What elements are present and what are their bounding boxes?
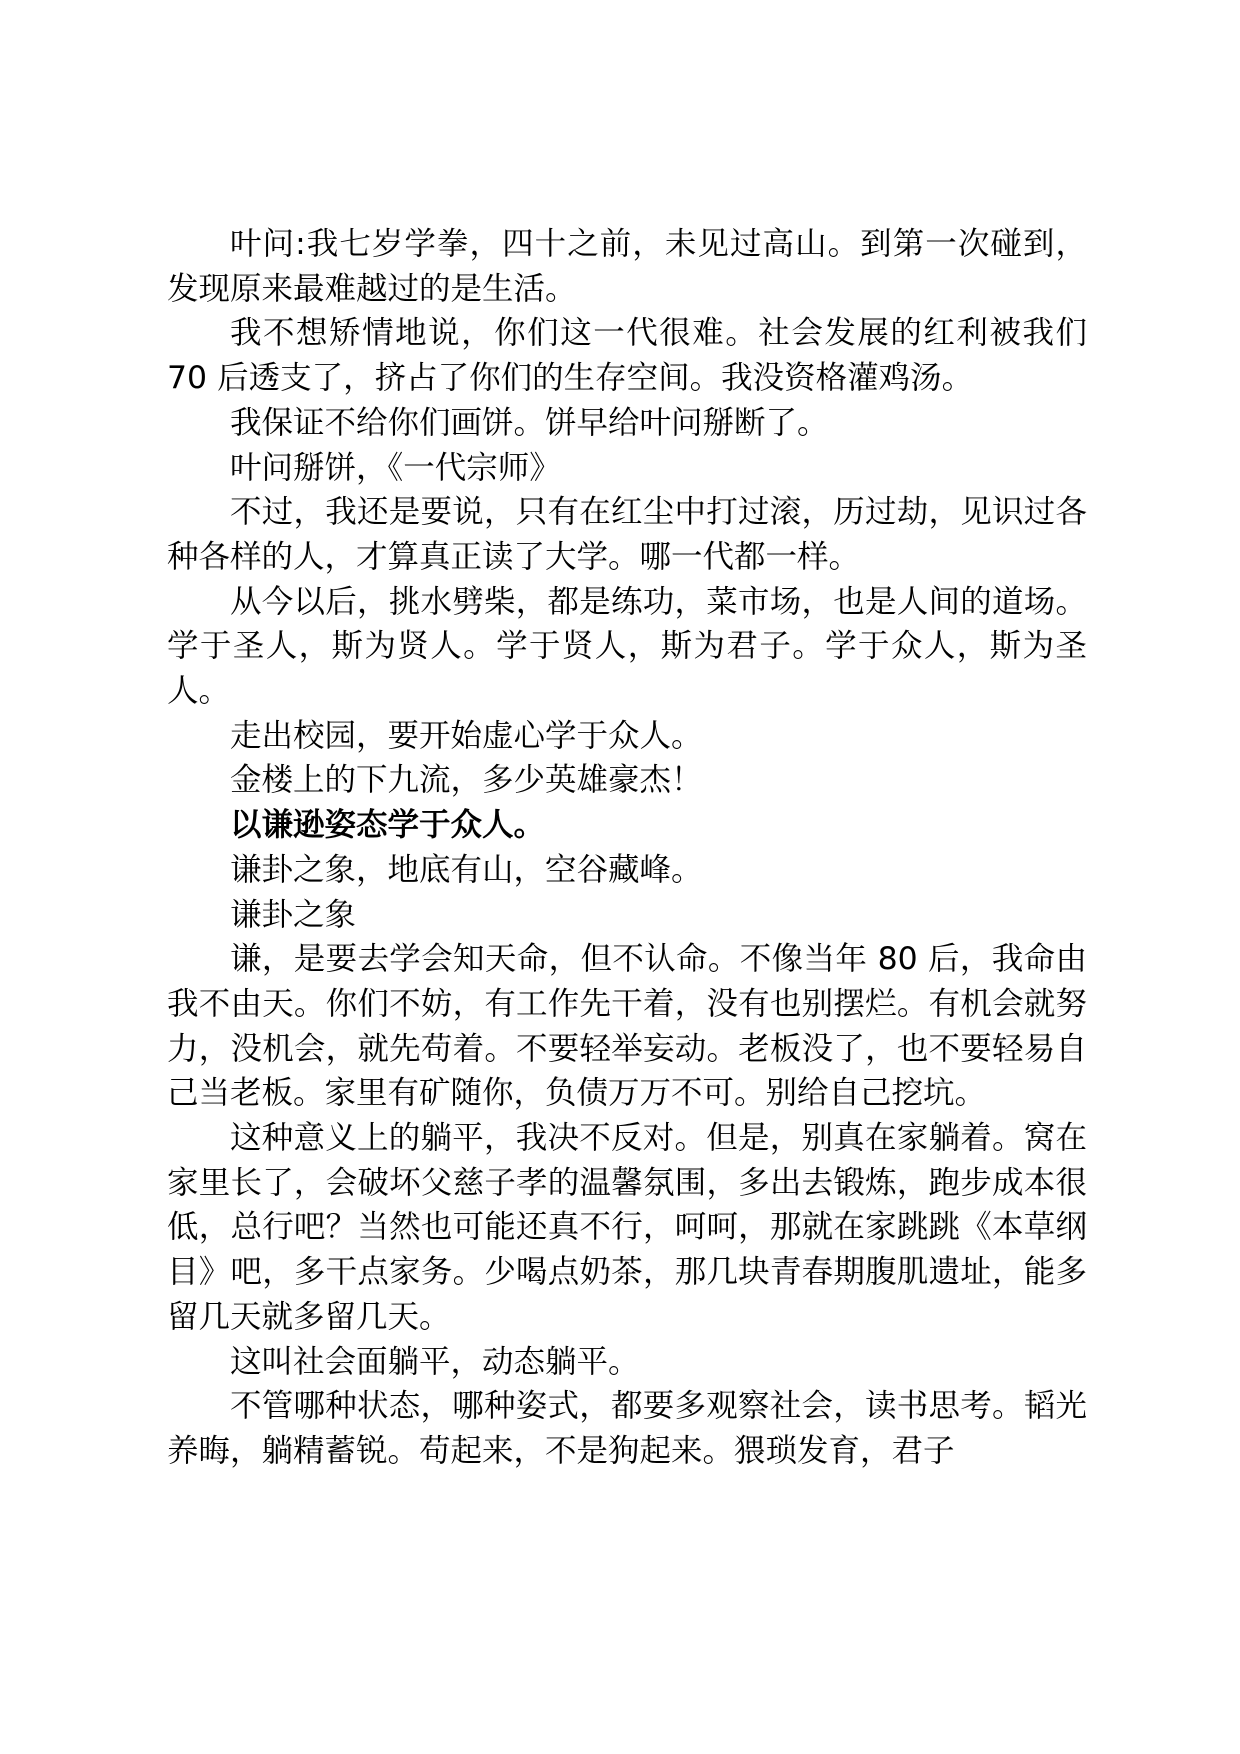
paragraph-12: 谦，是要去学会知天命，但不认命。不像当年 80 后，我命由我不由天。你们不妨，有工作先干着，没有也别摆烂。有机会就努力，没机会，就先苟着。不要轻举妄动。老板没了，也不要轻易自己当老板。家里有矿随你，负债万万不可。别给自己挖坑。 bbox=[167, 941, 1087, 1112]
paragraph-6: 从今以后，挑水劈柴，都是练功，菜市场，也是人间的道场。学于圣人，斯为贤人。学于贤人，斯为君子。学于众人，斯为圣人。 bbox=[167, 583, 1087, 710]
paragraph-10: 谦卦之象，地底有山，空谷藏峰。 bbox=[230, 851, 703, 888]
paragraph-4: 叶问掰饼，《一代宗师》 bbox=[230, 449, 561, 486]
body-text bbox=[167, 222, 1087, 1474]
paragraph-5: 不过，我还是要说，只有在红尘中打过滚，历过劫，见识过各种各样的人，才算真正读了大学。哪一代都一样。 bbox=[167, 494, 1087, 575]
paragraph-9-heading: 以谦逊姿态学于众人。 bbox=[230, 807, 546, 844]
paragraph-3: 我保证不给你们画饼。饼早给叶问掰断了。 bbox=[230, 404, 829, 441]
paragraph-14: 这叫社会面躺平，动态躺平。 bbox=[230, 1343, 640, 1380]
paragraph-15: 不管哪种状态，哪种姿式，都要多观察社会，读书思考。韬光养晦，躺精蓄锐。苟起来，不是狗起来。猥琐发育，君子 bbox=[167, 1388, 1087, 1469]
paragraph-11: 谦卦之象 bbox=[230, 896, 357, 933]
paragraph-1: 叶问:我七岁学拳，四十之前，未见过高山。到第一次碰到，发现原来最难越过的是生活。 bbox=[167, 226, 1087, 307]
paragraph-7: 走出校园，要开始虚心学于众人。 bbox=[230, 717, 703, 754]
paragraph-13: 这种意义上的躺平，我决不反对。但是，别真在家躺着。窝在家里长了，会破坏父慈子孝的温馨氛围，多出去锻炼，跑步成本很低，总行吧？当然也可能还真不行，呵呵，那就在家跳跳《本草纲目》吧，多干点家务。少喝点奶茶，那几块青春期腹肌遗址，能多留几天就多留几天。 bbox=[167, 1120, 1087, 1335]
paragraph-8: 金楼上的下九流，多少英雄豪杰！ bbox=[230, 762, 703, 799]
paragraph-2: 我不想矫情地说，你们这一代很难。社会发展的红利被我们 70 后透支了，挤占了你们的生存空间。我没资格灌鸡汤。 bbox=[167, 315, 1087, 397]
